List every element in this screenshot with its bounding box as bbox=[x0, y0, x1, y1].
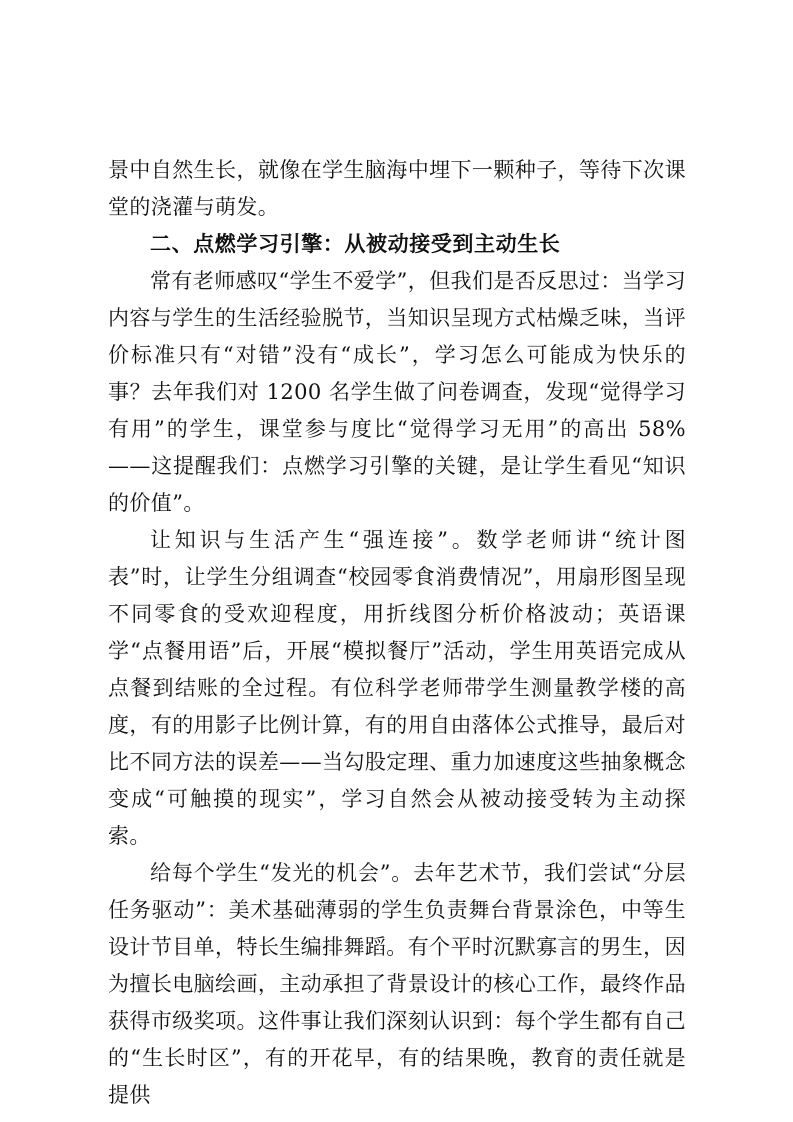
body-paragraph: 给每个学生“发光的机会”。去年艺术节，我们尝试“分层任务驱动”：美术基础薄弱的学生负责舞台背景涂色，中等生设计节目单，特长生编排舞蹈。有个平时沉默寡言的男生，因为擅长电脑绘画，主动承担了背景设计的核心工作，最终作品获得市级奖项。这件事让我们深刻认识到：每个学生都有自己的“生长时区”，有的开花早，有的结果晚，教育的责任就是提供 bbox=[108, 861, 686, 1107]
document-body bbox=[108, 152, 686, 1114]
section-heading: 二、点燃学习引擎：从被动接受到主动生长 bbox=[150, 232, 561, 256]
body-paragraph: 常有老师感叹“学生不爱学”，但我们是否反思过：当学习内容与学生的生活经验脱节，当知识呈现方式枯燥乏味，当评价标准只有“对错”没有“成长”，学习怎么可能成为快乐的事？去年我们对 1200 名学生做了问卷调查，发现“觉得学习有用”的学生，课堂参与度比“觉得学习无用”的高出 58%——这提醒我们：点燃学习引擎的关键，是让学生看见“知识的价值”。 bbox=[108, 269, 686, 515]
continuation-paragraph: 景中自然生长，就像在学生脑海中埋下一颗种子，等待下次课堂的浇灌与萌发。 bbox=[108, 158, 686, 219]
body-paragraph: 让知识与生活产生“强连接”。数学老师讲“统计图表”时，让学生分组调查“校园零食消费情况”，用扇形图呈现不同零食的受欢迎程度，用折线图分析价格波动；英语课学“点餐用语”后，开展“模拟餐厅”活动，学生用英语完成从点餐到结账的全过程。有位科学老师带学生测量教学楼的高度，有的用影子比例计算，有的用自由落体公式推导，最后对比不同方法的误差——当勾股定理、重力加速度这些抽象概念变成“可触摸的现实”，学习自然会从被动接受转为主动探索。 bbox=[108, 528, 686, 848]
